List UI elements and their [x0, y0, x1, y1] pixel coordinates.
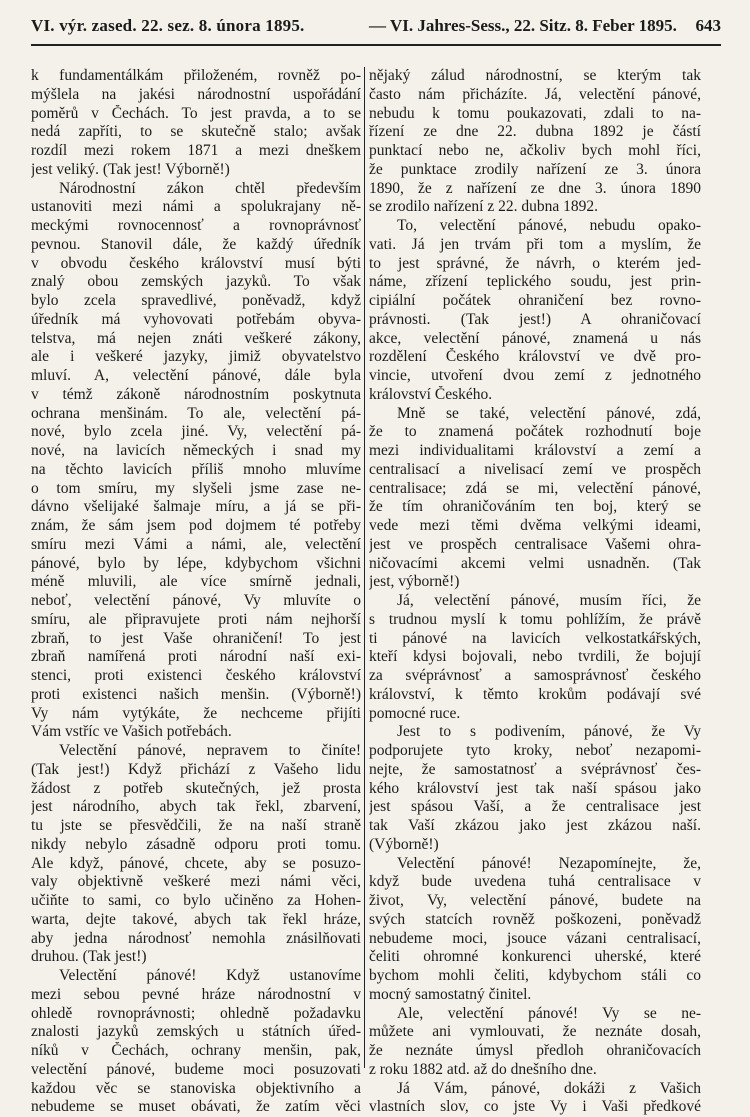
text-line: telstva, má nejen znáti veškeré zákony,	[31, 329, 361, 347]
text-line: znalosti jazyků zemských u státních úřed-	[31, 1023, 361, 1041]
text-line: náme, zřízení teplického soudu, jest prin-	[369, 273, 701, 291]
text-line: mezi sebou pevné hráze národnostní v	[31, 985, 361, 1003]
text-line: mluví. A, velectění pánové, dále byla	[31, 367, 361, 384]
text-line: mýšlela na jakési národnostní uspořádání	[31, 85, 361, 103]
text-line: rozdíl mezi rokem 1871 a mezi dneškem	[31, 142, 361, 159]
text-line: níků v Čechách, ochrany menšin, pak,	[31, 1042, 361, 1059]
text-line: na těchto lavicích příliš mnoho mluvíme	[31, 460, 361, 478]
text-line: ohledě rovnoprávnosti; ohledně požadavku	[31, 1004, 361, 1022]
header-german-text: VI. Jahres-Sess., 22. Sitz. 8. Feber 1895.	[389, 16, 677, 35]
text-line: ti pánové na lavicích velkostatkářských,	[369, 629, 701, 647]
text-line: jest národního, abych tak řekl, zbarvení,	[31, 798, 361, 816]
text-line: království, k těmto krokům podávají své	[369, 685, 701, 703]
page-number: 643	[695, 16, 721, 35]
text-line: že neznáte úmysl předloh ohraničovacích	[369, 1042, 701, 1059]
text-line: zbraň, to jest Vaše ohraničení! To jest	[31, 629, 361, 647]
text-line: že punktace zrodily nařízení ze 3. února	[369, 160, 701, 178]
column-divider	[364, 67, 365, 1068]
text-line: pevnou. Stanovil dále, že každý úředník	[31, 235, 361, 253]
text-line: méně mluvili, ale více smírně jednali,	[31, 573, 361, 591]
right-column	[369, 67, 701, 1117]
text-line: jest spásou Vaší, a že centralisace jest	[369, 798, 701, 816]
text-line: punktací nebo ne, ačkoliv bych mohl říci,	[369, 142, 701, 159]
text-line: Národnostní zákon chtěl především	[59, 179, 361, 197]
text-line: království Českého.	[369, 385, 493, 403]
text-line: vincie, utvoření dvou zemí z jednotného	[369, 367, 701, 384]
text-line: aby jedna národnosť nemohla znásilňovati	[31, 929, 361, 947]
text-line: vede mezi těmi dvěma velkými ideami,	[369, 517, 701, 534]
text-line: ochrana menšinám. To ale, velectění pá-	[31, 404, 361, 422]
text-line: Velectění pánové! Když ustanovíme	[59, 967, 361, 984]
text-line: jest ve prospěch centralisace Vašemi ohra-	[369, 535, 701, 553]
text-line: To, velectění pánové, nebudu opako-	[397, 217, 701, 234]
text-line: Já, velectění pánové, musím říci, že	[397, 592, 701, 609]
text-line: Velectění pánové, nepravem to činíte!	[59, 742, 361, 759]
text-line: řízení ze dne 22. dubna 1892 je částí	[369, 123, 701, 141]
text-line: poměrů v Čechách. To jest pravda, a to se	[31, 104, 361, 122]
text-line: Velectění pánové! Nezapomínejte, že,	[397, 854, 701, 872]
text-line: nebudeme moci, jsouce vázani centralisací,	[369, 929, 701, 947]
text-line: mocný samostatný činitel.	[369, 985, 532, 1003]
text-line: žádost z potřeb skutečných, jež prosta	[31, 779, 361, 797]
text-line: Mně se také, velectění pánové, zdá,	[397, 404, 701, 422]
text-line: to jest správné, že návrh, o kterém jed-	[369, 254, 701, 272]
text-line: jest veliký. (Tak jest! Výborně!)	[31, 160, 230, 178]
text-line: jest, výborně!)	[369, 573, 460, 591]
text-line: rozdělení Českého království ve dvě pro-	[369, 348, 701, 366]
header-german	[369, 16, 677, 36]
text-line: v témž zákoně národnostním poskytnuta	[31, 385, 361, 403]
text-line: z roku 1882 atd. až do dnešního dne.	[369, 1060, 597, 1078]
page-header	[31, 14, 721, 40]
text-line: vati. Já jen trvám při tom a myslím, že	[369, 235, 701, 253]
text-line: bychom mohli čeliti, kdybychom stáli co	[369, 967, 701, 984]
text-line: se zrodilo nařízení z 22. dubna 1892.	[369, 198, 598, 216]
header-czech: VI. výr. zased. 22. sez. 8. února 1895.	[31, 16, 305, 35]
header-dash: —	[369, 16, 386, 35]
text-line: učiňte to sami, co bylo učiněno za Hohen-	[31, 892, 361, 909]
text-line: 1890, že z nařízení ze dne 3. února 1890	[369, 179, 701, 197]
text-line: Vy nám vytýkáte, že nechceme přijíti	[31, 704, 361, 722]
text-line: centralisace; zdá se mi, velectění pánové,	[369, 479, 701, 497]
text-line: vlastních slov, co jste Vy i Vaši předkové	[369, 1098, 701, 1116]
text-line: kteří kdysi bojovali, nebo tvrdili, že bojují	[369, 648, 701, 666]
text-line: bylo zcela spravedlivé, poněvadž, když	[31, 292, 361, 309]
text-line: Ale když, pánové, chcete, aby se posuzo-	[31, 854, 361, 872]
text-line: když bude uvedena tuhá centralisace v	[369, 873, 701, 891]
text-line: pomocné ruce.	[369, 704, 461, 722]
text-line: nějaký zálud národnostní, se kterým tak	[369, 67, 701, 84]
text-line: s trudnou myslí k tomu pohlížím, že právě	[369, 610, 701, 628]
text-line: dávno všelijaké šalmaje míru, a já se při-	[31, 498, 361, 516]
text-line: nikdy nebylo zásadně odporu proti tomu.	[31, 835, 361, 853]
text-line: že tím ohraničováním ten boj, který se	[369, 498, 701, 516]
text-line: Vám vstříc ve Vašich potřebách.	[31, 723, 232, 741]
text-line: tak Vaší zkázou jako jest zkázou naší.	[369, 817, 701, 834]
text-line: svých statcích rovněž poškozeni, poněvadž	[369, 910, 701, 928]
text-line: v obvodu českého království musí býti	[31, 254, 361, 272]
text-line: podporujete tyto kroky, neboť nezapomi-	[369, 742, 701, 759]
text-line: čeliti ohromné konkurenci uherské, které	[369, 948, 701, 966]
text-line: o tom smíru, my slyšeli jsme zase ne-	[31, 479, 361, 497]
header-rule	[31, 44, 721, 46]
text-line: často nám přicházíte. Já, velectění pánové,	[369, 85, 701, 103]
text-line: (Tak jest!) Když přichází z Vašeho lidu	[31, 760, 361, 778]
text-line: nové, bylo zcela jiné. Vy, velectění pá-	[31, 423, 361, 441]
text-line: nebudu k tomu poukazovati, zdali to na-	[369, 104, 701, 122]
text-line: smíru mezi Vámi a námi, ale, velectění	[31, 535, 361, 553]
text-line: znám, že sám jsem pod dojmem té potřeby	[31, 517, 361, 534]
text-line: akce, velectění pánové, znamená u nás	[369, 329, 701, 347]
text-line: život, Vy, velectění pánové, budete na	[369, 892, 701, 909]
text-line: velectění pánové, budeme moci posuzovati	[31, 1060, 361, 1078]
text-line: Já Vám, pánové, dokáži z Vašich	[397, 1079, 701, 1097]
text-line: Ale, velectění pánové! Vy se ne-	[397, 1004, 701, 1022]
text-line: pánové, bylo by lépe, kdybychom všichni	[31, 554, 361, 572]
text-line: ustanoviti mezi námi a spolukrajany ně-	[31, 198, 361, 216]
text-line: úředník má vyhovovati potřebám obyva-	[31, 310, 361, 328]
text-line: proti existenci našich menšin. (Výborně!)	[31, 685, 361, 703]
text-line: meckými rovnocennosť a rovnoprávnosť	[31, 217, 361, 234]
text-line: znalý obou zemských jazyků. To však	[31, 273, 361, 291]
text-line: neboť, velectění pánové, Vy mluvíte o	[31, 592, 361, 609]
text-line: centralisací a nivelisací zemí ve prospěch	[369, 460, 701, 478]
text-line: každou věc se stanoviska objektivního a	[31, 1079, 361, 1097]
text-line: warta, dejte takové, abych tak řekl hráze,	[31, 910, 361, 928]
text-line: cipiální počátek ohraničení bez rovno-	[369, 292, 701, 309]
text-line: druhou. (Tak jest!)	[31, 948, 147, 966]
text-line: mezi individualitami království a zemí a	[369, 442, 701, 459]
text-line: ale i veškeré jazyky, jimiž obyvatelstvo	[31, 348, 361, 366]
text-line: k fundamentálkám přiloženém, rovněž po-	[31, 67, 361, 84]
text-line: kého království jest tak naší spásou jako	[369, 779, 701, 797]
text-line: nebudeme se muset obávati, že zatím věci	[31, 1098, 361, 1116]
text-line: (Výborně!)	[369, 835, 439, 853]
text-line: zbraň namířená proti národní naší exi-	[31, 648, 361, 666]
text-line: ničovacími akcemi velmi usnadněn. (Tak	[369, 554, 701, 572]
text-line: nejte, že samostatnosť a svéprávnosť čes-	[369, 760, 701, 778]
text-line: smíru, ale připravujete proti nám nejhorší	[31, 610, 361, 628]
text-line: valy objektivně veškeré mezi námi věci,	[31, 873, 361, 891]
text-line: nové, na lavicích německých i snad my	[31, 442, 361, 459]
text-line: stenci, proti existenci českého království	[31, 667, 361, 684]
text-line: právnosti. (Tak jest!) A ohraničovací	[369, 310, 701, 328]
left-column	[31, 67, 361, 1117]
text-line: tu jste se přesvědčili, že na naší straně	[31, 817, 361, 834]
text-line: můžete ani vymlouvati, že neznáte dosah,	[369, 1023, 701, 1041]
text-line: nedá zapříti, to se skutečně stalo; avšak	[31, 123, 361, 141]
text-line: Jest to s podivením, pánové, že Vy	[397, 723, 701, 741]
text-line: za svéprávnosť a samosprávnosť českého	[369, 667, 701, 684]
text-line: že to znamená počátek rozhodnutí boje	[369, 423, 701, 441]
